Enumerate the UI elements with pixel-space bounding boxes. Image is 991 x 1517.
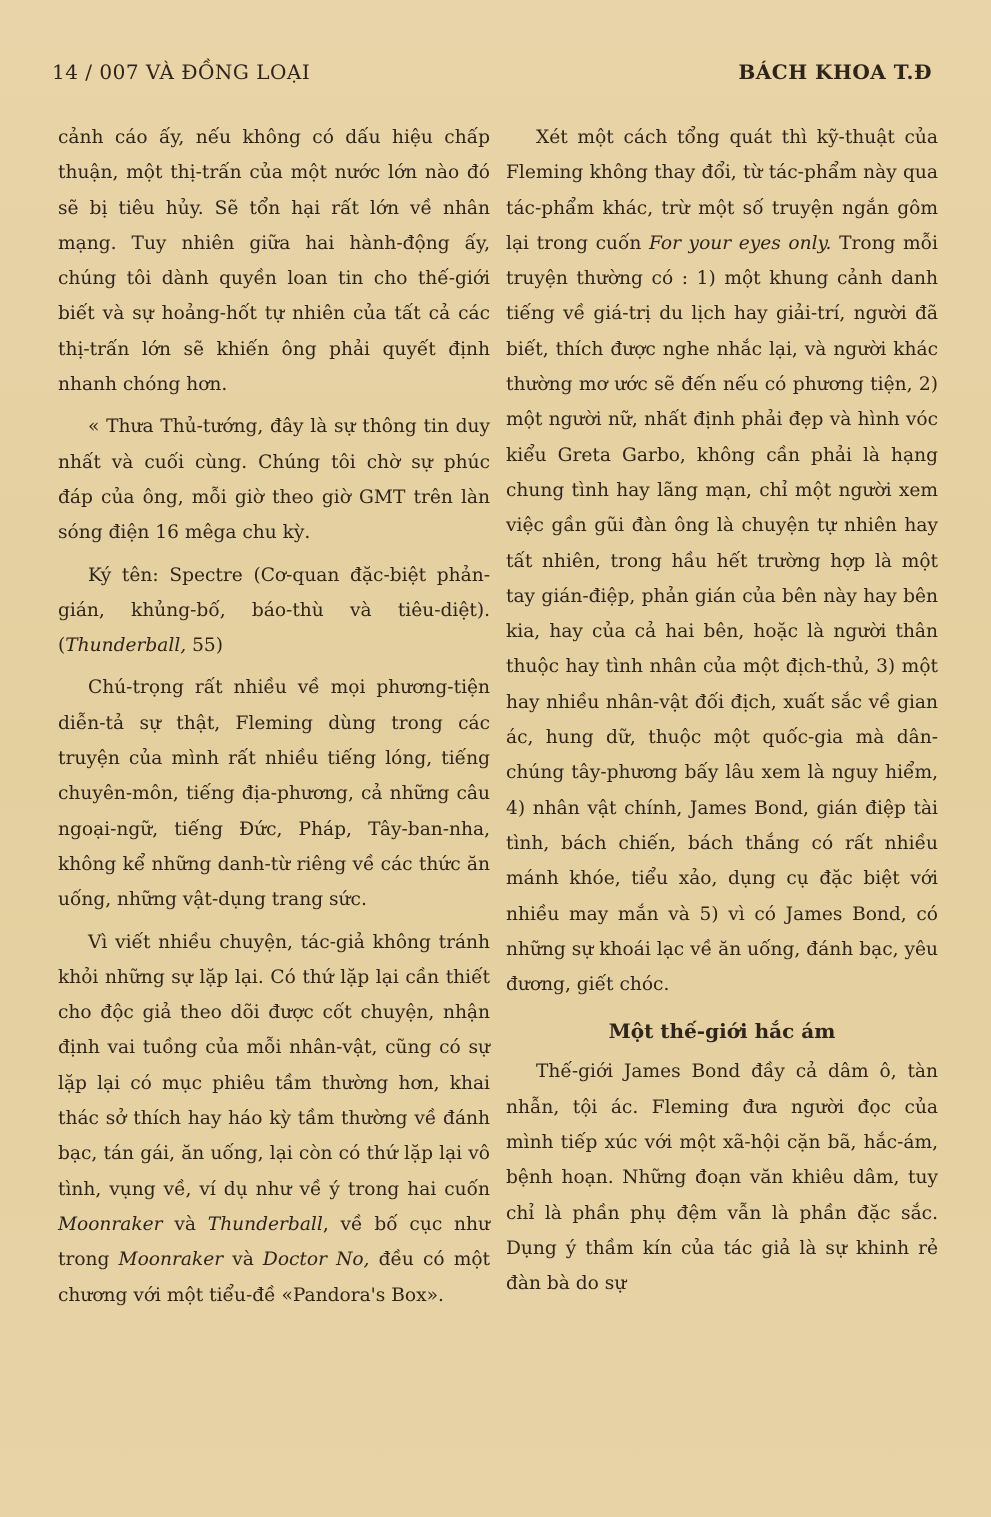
- technique-text-b: Trong mỗi truyện thường có : 1) một khung cảnh danh tiếng về giá-trị du lịch hay giải-trí, người đã biết, thích được nghe nhắc lại, và người khác thường mơ ước sẽ đến nếu có phương tiện, 2) một người nữ, nhất định phải đẹp và hình vóc kiểu Greta Garbo, không cần phải là hạng chung tình hay lãng mạn, chỉ một người xem việc gần gũi đàn ông là chuyện tự nhiên hay tất nhiên, trong hầu hết trường hợp là một tay gián-điệp, phản gián của bên này hay bên kia, hay của cả hai bên, hoặc là người thân thuộc hay tình nhân của một địch-thủ, 3) một hay nhiều nhân-vật đối địch, xuất sắc về gian ác, hung dữ, thuộc một quốc-gia mà dân-chúng tây-phương bấy lâu xem là nguy hiểm, 4) nhân vật chính, James Bond, gián điệp tài tình, bách chiến, bách thắng có rất nhiều mánh khóe, tiểu xảo, dụng cụ đặc biệt với nhiều may mắn và 5) vì có James Bond, có những sự khoái lạc về ăn uống, đánh bạc, yêu đương, giết chóc.: [506, 232, 939, 996]
- header-publication: BÁCH KHOA T.Đ: [738, 60, 932, 84]
- repetition-text-c: , về bố cục như trong: [58, 1213, 490, 1271]
- paragraph-prime-minister: « Thưa Thủ-tướng, đây là sự thông tin duy nhất và cuối cùng. Chúng tôi chờ sự phúc đáp của ông, mỗi giờ theo giờ GMT trên làn sóng điện 16 mêga chu kỳ.: [58, 416, 490, 544]
- repetition-text-b: và: [162, 1213, 208, 1235]
- paragraph-language: Chú-trọng rất nhiều về mọi phương-tiện diễn-tả sự thật, Fleming dùng trong các truyện của mình rất nhiều tiếng lóng, tiếng chuyên-môn, tiếng địa-phương, cả những câu ngoại-ngữ, tiếng Đức, Pháp, Tây-ban-nha, không kể những danh-từ riêng về các thức ăn uống, những vật-dụng trang sức.: [58, 677, 490, 911]
- header-page-title: 14 / 007 VÀ ĐỒNG LOẠI: [52, 60, 311, 84]
- paragraph-signature: [58, 558, 490, 664]
- paragraph-ultimatum-end: cảnh cáo ấy, nếu không có dấu hiệu chấp thuận, một thị-trấn của một nước lớn nào đó sẽ bị tiêu hủy. Sẽ tổn hại rất lớn về nhân mạng. Tuy nhiên giữa hai hành-động ấy, chúng tôi dành quyền loan tin cho thế-giới biết và sự hoảng-hốt tự nhiên của tất cả các thị-trấn lớn sẽ khiến ông phải quyết định nhanh chóng hơn.: [58, 127, 490, 396]
- repetition-text-d: và: [223, 1249, 263, 1271]
- signature-page-ref: 55): [186, 635, 224, 657]
- book-title-thunderball: Thunderball,: [65, 635, 187, 657]
- repetition-text-a: Vì viết nhiều chuyện, tác-giả không tránh khỏi những sự lặp lại. Có thứ lặp lại cần thiết cho độc giả theo dõi được cốt chuyện, nhận định vai tuồng của mỗi nhân-vật, cũng có sự lặp lại có mục phiêu tầm thường hơn, khai thác sở thích hay háo kỳ tầm thường về đánh bạc, tán gái, ăn uống, lại còn có thứ lặp lại vô tình, vụng về, ví dụ như về ý trong hai cuốn: [58, 931, 490, 1200]
- paragraph-technique: [506, 120, 938, 1002]
- book-title-doctor-no: Doctor No,: [262, 1249, 370, 1271]
- book-title-moonraker: Moonraker: [58, 1213, 163, 1235]
- book-title-for-your-eyes-only: For your eyes only.: [648, 232, 832, 254]
- section-heading: Một thế-giới hắc ám: [608, 1019, 836, 1044]
- running-header: [52, 60, 932, 90]
- paragraph-repetition: [58, 925, 490, 1313]
- signature-text: Ký tên: Spectre (Cơ-quan đặc-biệt phản-gián, khủng-bố, báo-thù và tiêu-diệt). (: [58, 564, 490, 657]
- left-column: [58, 120, 490, 1313]
- paragraph-dark-world: Thế-giới James Bond đầy cả dâm ô, tàn nhẫn, tội ác. Fleming đưa người đọc của mình tiếp xúc với một xã-hội cặn bã, hắc-ám, bệnh hoạn. Những đoạn văn khiêu dâm, tuy chỉ là phần phụ đệm vẫn là phần đặc sắc. Dụng ý thầm kín của tác giả là sự khinh rẻ đàn bà do sự: [506, 1061, 938, 1295]
- book-title-moonraker-2: Moonraker: [118, 1249, 224, 1271]
- repetition-text-e: đều có một chương với một tiểu-đề «Pandora's Box».: [58, 1249, 491, 1306]
- technique-text-a: Xét một cách tổng quát thì kỹ-thuật của Fleming không thay đổi, từ tác-phẩm này qua tác-phẩm khác, trừ một số truyện ngắn gôm lại trong cuốn: [506, 127, 938, 254]
- right-column: [506, 120, 938, 1302]
- book-title-thunderball-2: Thunderball: [207, 1213, 323, 1235]
